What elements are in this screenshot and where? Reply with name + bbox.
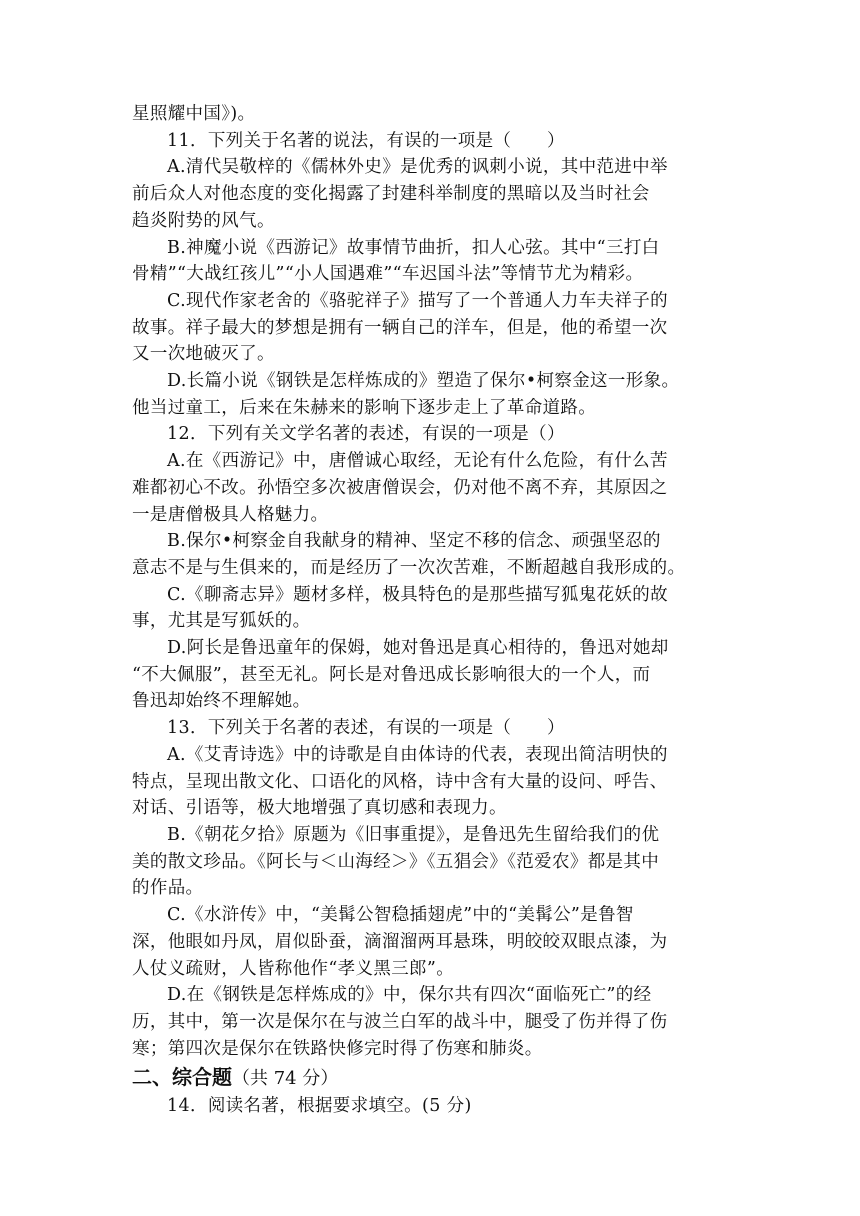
- question-12-stem: 12．下列有关文学名著的表述，有误的一项是（）: [167, 424, 565, 445]
- q13-option-d: D.在《钢铁是怎样炼成的》中，保尔共有四次“面临死亡”的经: [167, 985, 652, 1006]
- q12-option-a: A.在《西游记》中，唐僧诚心取经，无论有什么危险，有什么苦: [167, 451, 668, 472]
- q11-option-c: C.现代作家老舍的《骆驼祥子》描写了一个普通人力车夫祥子的: [167, 290, 668, 311]
- q11-option-d: D.长篇小说《钢铁是怎样炼成的》塑造了保尔•柯察金这一形象。: [167, 371, 680, 392]
- text-line: “不大佩服”，甚至无礼。阿长是对鲁迅成长影响很大的一个人，而: [132, 664, 651, 685]
- q13-option-b: B.《朝花夕拾》原题为《旧事重提》，是鲁迅先生留给我们的优: [167, 824, 660, 845]
- text-line: 寒；第四次是保尔在铁路快修完时得了伤寒和肺炎。: [132, 1038, 543, 1059]
- text-line: 骨精”“大战红孩儿”“小人国遇难”“车迟国斗法”等情节尤为精彩。: [132, 264, 644, 285]
- q12-option-b: B.保尔•柯察金自我献身的精神、坚定不移的信念、顽强坚忍的: [167, 531, 661, 552]
- text-line: 深，他眼如丹凤，眉似卧蚕，滴溜溜两耳悬珠，明皎皎双眼点漆，为: [132, 931, 668, 952]
- text-line: 一是唐僧极具人格魅力。: [132, 504, 329, 525]
- q12-option-c: C.《聊斋志异》题材多样，极具特色的是那些描写狐鬼花妖的故: [167, 584, 668, 605]
- text-line: 又一次地破灭了。: [132, 344, 275, 365]
- q13-option-c: C.《水浒传》中，“美髯公智稳插翅虎”中的“美髯公”是鲁智: [167, 905, 634, 926]
- text-line: 意志不是与生俱来的，而是经历了一次次苦难，不断超越自我形成的。: [132, 557, 686, 578]
- document-page: [132, 101, 732, 1120]
- text-line: 他当过童工，后来在朱赫来的影响下逐步走上了革命道路。: [132, 397, 597, 418]
- text-line: 星照耀中国》)。: [132, 104, 256, 124]
- q11-option-a: A.清代吴敬梓的《儒林外史》是优秀的讽刺小说，其中范进中举: [167, 157, 668, 178]
- question-14-stem: 14．阅读名著，根据要求填空。(5 分): [167, 1096, 472, 1117]
- text-line: 的作品。: [132, 878, 204, 899]
- section-heading: [132, 1063, 732, 1093]
- text-line: 历，其中，第一次是保尔在与波兰白军的战斗中，腿受了伤并得了伤: [132, 1011, 668, 1032]
- q12-option-d: D.阿长是鲁迅童年的保姆，她对鲁迅是真心相待的，鲁迅对她却: [167, 638, 669, 659]
- text-line: 趋炎附势的风气。: [132, 210, 275, 231]
- section-title: 二、综合题: [132, 1065, 232, 1090]
- question-11-stem: 11．下列关于名著的说法，有误的一项是（ ）: [167, 130, 565, 151]
- text-line: 美的散文珍品。《阿长与＜山海经＞》《五猖会》《范爱农》都是其中: [132, 851, 660, 872]
- text-line: 人仗义疏财，人皆称他作“孝义黑三郎”。: [132, 958, 455, 979]
- text-line: 鲁迅却始终不理解她。: [132, 691, 311, 712]
- text-line: 事，尤其是写狐妖的。: [132, 611, 311, 632]
- text-line: 特点，呈现出散文化、口语化的风格，诗中含有大量的设问、呼告、: [132, 771, 668, 792]
- section-points: （共 74 分）: [232, 1068, 339, 1090]
- question-13-stem: 13．下列关于名著的表述，有误的一项是（ ）: [167, 718, 565, 739]
- text-line: 对话、引语等，极大地增强了真切感和表现力。: [132, 798, 507, 819]
- q13-option-a: A.《艾青诗选》中的诗歌是自由体诗的代表，表现出简洁明快的: [167, 744, 668, 765]
- text-line: 故事。祥子最大的梦想是拥有一辆自己的洋车，但是，他的希望一次: [132, 317, 668, 338]
- text-line: 难都初心不改。孙悟空多次被唐僧误会，仍对他不离不弃，其原因之: [132, 477, 668, 498]
- q11-option-b: B.神魔小说《西游记》故事情节曲折，扣人心弦。其中“三打白: [167, 237, 660, 258]
- text-line: 前后众人对他态度的变化揭露了封建科举制度的黑暗以及当时社会: [132, 184, 650, 205]
